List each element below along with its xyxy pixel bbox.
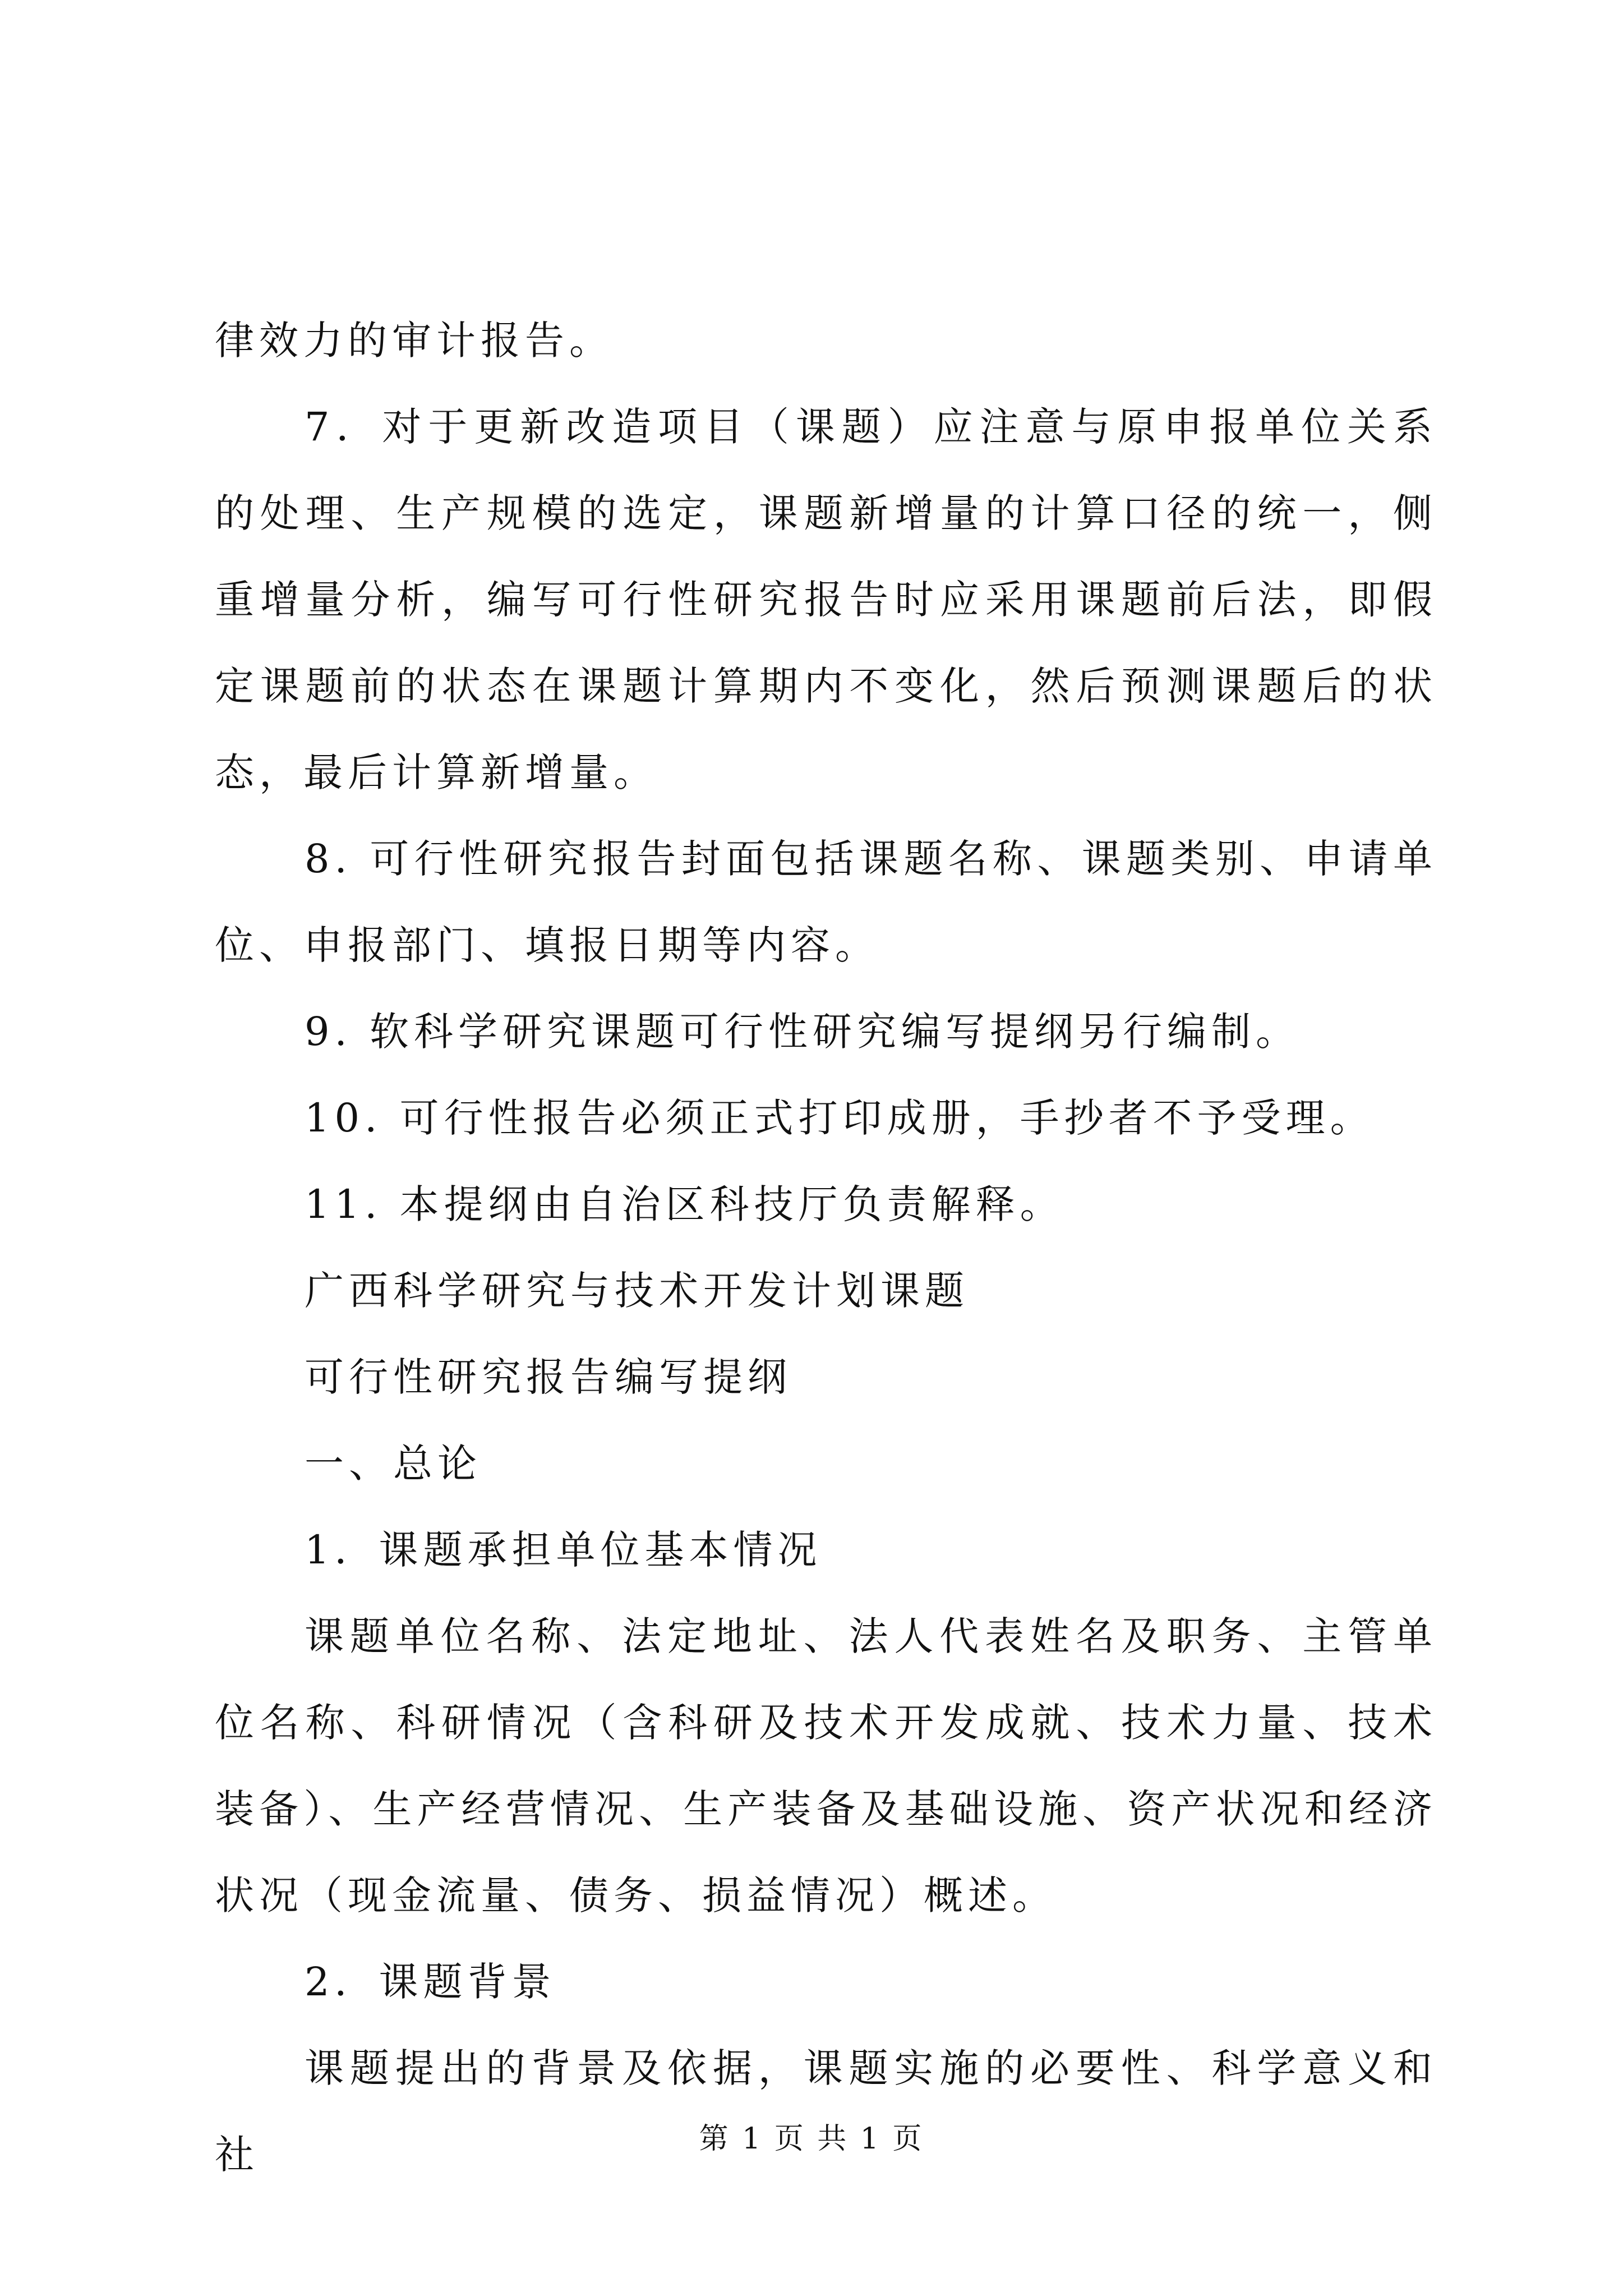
- chapter-heading-general: 一、总论: [305, 1441, 482, 1487]
- paragraph-background: 课题提出的背景及依据，课题实施的必要性、科学意义和社: [215, 2045, 1437, 2178]
- subheading-unit-info: 1．课题承担单位基本情况: [305, 1527, 822, 1573]
- paragraph-item-9: 9. 软科学研究课题可行性研究编写提纲另行编制。: [305, 1009, 1301, 1055]
- paragraph-item-7: 7．对于更新改造项目（课题）应注意与原申报单位关系的处理、生产规模的选定，课题新增量的计算口径的统一，侧重增量分析，编写可行性研究报告时应采用课题前后法，即假定课题前的状态在课题计算期内不变化，然后预测课题后的状态，最后计算新增量。: [215, 404, 1437, 795]
- page-footer: 第 1 页 共 1 页: [699, 2122, 924, 2156]
- section-title-line-1: 广西科学研究与技术开发计划课题: [305, 1268, 969, 1314]
- paragraph-continuation: 律效力的审计报告。: [215, 318, 614, 364]
- document-body: [215, 297, 1437, 2198]
- paragraph-item-8: 8. 可行性研究报告封面包括课题名称、课题类别、申请单位、申报部门、填报日期等内容。: [215, 836, 1437, 968]
- subheading-background: 2．课题背景: [305, 1959, 556, 2005]
- paragraph-item-10: 10. 可行性报告必须正式打印成册，手抄者不予受理。: [305, 1095, 1375, 1141]
- paragraph-unit-info: 课题单位名称、法定地址、法人代表姓名及职务、主管单位名称、科研情况（含科研及技术开发成就、技术力量、技术装备）、生产经营情况、生产装备及基础设施、资产状况和经济状况（现金流量、债务、损益情况）概述。: [215, 1613, 1437, 1918]
- section-title-line-2: 可行性研究报告编写提纲: [305, 1354, 792, 1400]
- paragraph-item-11: 11. 本提纲由自治区科技厅负责解释。: [305, 1181, 1064, 1227]
